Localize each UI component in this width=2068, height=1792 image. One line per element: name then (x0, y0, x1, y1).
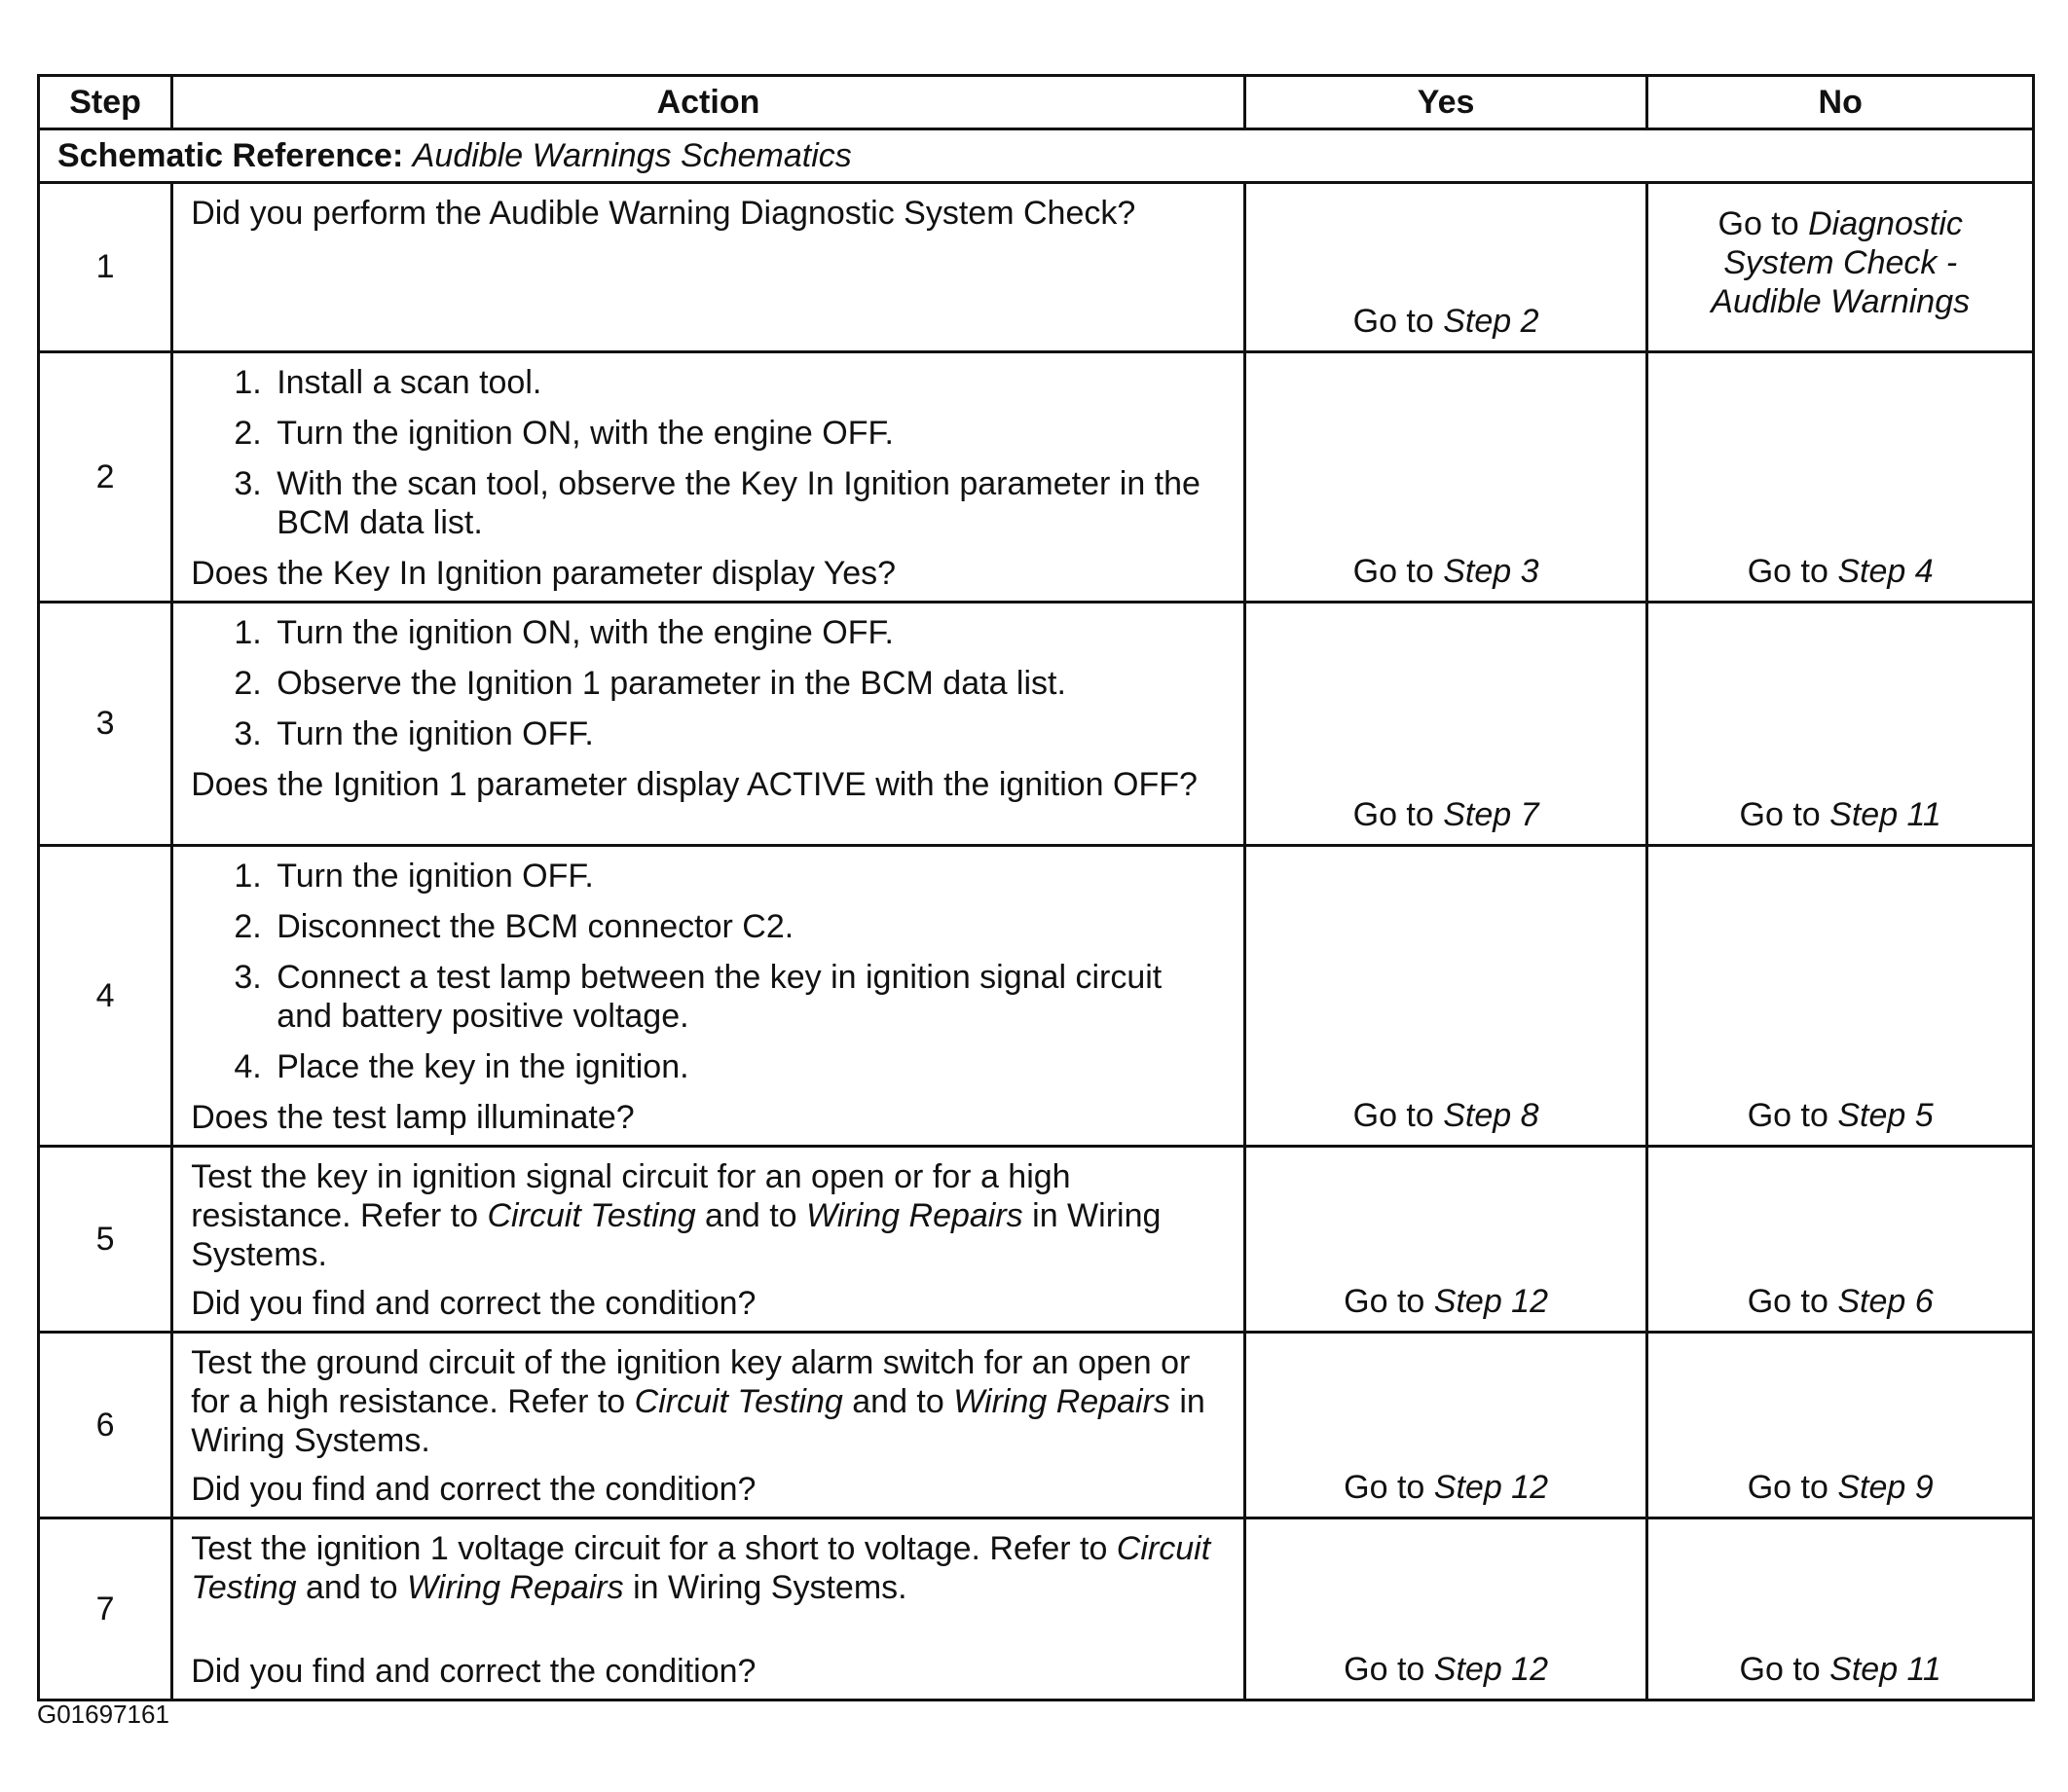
list-item: 3. Turn the ignition OFF. (271, 714, 1226, 753)
no-cell (1647, 1147, 2034, 1333)
step-question: Does the test lamp illuminate? (191, 1099, 635, 1136)
schematic-reference-label: Schematic Reference: (57, 136, 404, 174)
header-no: No (1647, 76, 2034, 129)
yes-cell (1244, 1518, 1647, 1701)
list-item: 1. Install a scan tool. (271, 363, 1226, 402)
goto-text: Go to (1739, 796, 1821, 833)
action-cell (172, 846, 1245, 1147)
goto-text: Go to (1344, 1283, 1425, 1320)
list-item: 2. Disconnect the BCM connector C2. (271, 907, 1226, 946)
action-cell (172, 183, 1245, 352)
list-item: 2. Turn the ignition ON, with the engine OFF. (271, 414, 1226, 453)
step-number: 7 (39, 1518, 172, 1701)
goto-text: Go to (1747, 553, 1828, 590)
no-cell (1647, 846, 2034, 1147)
list-item: 3. With the scan tool, observe the Key In Ignition parameter in the BCM data list. (271, 464, 1226, 542)
table-row (39, 1518, 2034, 1701)
table-row (39, 183, 2034, 352)
step-description (191, 1529, 1226, 1607)
circuit-testing-link[interactable]: Circuit Testing (634, 1383, 843, 1420)
description-text: and to (296, 1569, 407, 1606)
action-cell (172, 1518, 1245, 1701)
header-row (39, 76, 2034, 129)
table-row (39, 352, 2034, 603)
header-action: Action (172, 76, 1245, 129)
description-text: in Wiring Systems. (191, 1197, 1162, 1273)
action-cell (172, 1147, 1245, 1333)
header-step: Step (39, 76, 172, 129)
circuit-testing-link[interactable]: Circuit Testing (191, 1530, 1211, 1606)
no-cell (1647, 1518, 2034, 1701)
goto-text: Go to (1747, 1283, 1828, 1320)
no-link[interactable]: Step 4 (1837, 553, 1934, 590)
no-link[interactable]: Step 11 (1829, 796, 1941, 833)
step-number: 1 (39, 183, 172, 352)
yes-cell (1244, 352, 1647, 603)
description-text: and to (842, 1383, 954, 1420)
schematic-reference-row (39, 129, 2034, 183)
step-list (191, 857, 1226, 1086)
yes-link[interactable]: Step 3 (1443, 553, 1539, 590)
diagnostic-table (37, 74, 2035, 1701)
table-row (39, 603, 2034, 846)
yes-link[interactable]: Step 8 (1443, 1097, 1539, 1134)
description-text: Test the key in ignition signal circuit for an open or for a high resistance. Refer to (191, 1158, 1071, 1234)
table-row (39, 1147, 2034, 1333)
description-text: in Wiring Systems. (191, 1383, 1205, 1459)
list-item: 4. Place the key in the ignition. (271, 1047, 1226, 1086)
circuit-testing-link[interactable]: Circuit Testing (487, 1197, 696, 1234)
no-link[interactable]: Step 9 (1837, 1469, 1934, 1506)
table-row (39, 846, 2034, 1147)
action-cell (172, 352, 1245, 603)
list-item: 2. Observe the Ignition 1 parameter in the BCM data list. (271, 664, 1226, 703)
step-description (191, 1157, 1226, 1274)
yes-cell (1244, 603, 1647, 846)
yes-cell (1244, 1333, 1647, 1518)
yes-cell (1244, 846, 1647, 1147)
table-row (39, 1333, 2034, 1518)
wiring-repairs-link[interactable]: Wiring Repairs (406, 1569, 624, 1606)
figure-id: G01697161 (37, 1700, 169, 1729)
goto-text: Go to (1717, 204, 1799, 242)
yes-link[interactable]: Step 12 (1433, 1651, 1549, 1688)
yes-link[interactable]: Step 7 (1443, 796, 1539, 833)
header-yes: Yes (1244, 76, 1647, 129)
description-text: and to (695, 1197, 807, 1234)
wiring-repairs-link[interactable]: Wiring Repairs (806, 1197, 1023, 1234)
yes-cell (1244, 1147, 1647, 1333)
wiring-repairs-link[interactable]: Wiring Repairs (953, 1383, 1170, 1420)
goto-text: Go to (1747, 1097, 1828, 1134)
schematic-reference (39, 129, 2034, 183)
goto-text: Go to (1352, 1097, 1434, 1134)
step-description (191, 1343, 1226, 1460)
list-item: 3. Connect a test lamp between the key in ignition signal circuit and battery positive voltage. (271, 958, 1226, 1036)
yes-cell (1244, 183, 1647, 352)
description-text: in Wiring Systems. (623, 1569, 907, 1606)
action-cell (172, 603, 1245, 846)
schematic-reference-link[interactable]: Audible Warnings Schematics (412, 136, 852, 174)
no-link[interactable]: Diagnostic System Check - Audible Warnings (1711, 204, 1971, 320)
list-item: 1. Turn the ignition ON, with the engine OFF. (271, 613, 1226, 652)
step-question: Does the Ignition 1 parameter display ACTIVE with the ignition OFF? (191, 766, 1198, 803)
goto-text: Go to (1747, 1469, 1828, 1506)
description-text: Test the ignition 1 voltage circuit for a short to voltage. Refer to (191, 1530, 1117, 1567)
no-cell (1647, 183, 2034, 352)
goto-text: Go to (1344, 1651, 1425, 1688)
goto-text: Go to (1344, 1469, 1425, 1506)
step-question: Does the Key In Ignition parameter display Yes? (191, 555, 897, 592)
step-question: Did you perform the Audible Warning Diagnostic System Check? (191, 195, 1136, 232)
step-number: 5 (39, 1147, 172, 1333)
step-list (191, 613, 1226, 753)
no-link[interactable]: Step 11 (1829, 1651, 1941, 1688)
goto-text: Go to (1352, 303, 1434, 340)
action-cell (172, 1333, 1245, 1518)
description-text: Test the ground circuit of the ignition key alarm switch for an open or for a high resistance. Refer to (191, 1344, 1191, 1420)
no-cell (1647, 1333, 2034, 1518)
step-number: 3 (39, 603, 172, 846)
step-question: Did you find and correct the condition? (191, 1471, 757, 1508)
list-item: 1. Turn the ignition OFF. (271, 857, 1226, 896)
yes-link[interactable]: Step 2 (1443, 303, 1539, 340)
goto-text: Go to (1352, 553, 1434, 590)
step-number: 4 (39, 846, 172, 1147)
step-list (191, 363, 1226, 542)
no-link[interactable]: Step 6 (1837, 1283, 1934, 1320)
step-question: Did you find and correct the condition? (191, 1653, 757, 1690)
yes-link[interactable]: Step 12 (1433, 1469, 1549, 1506)
yes-link[interactable]: Step 12 (1433, 1283, 1549, 1320)
no-cell (1647, 603, 2034, 846)
no-cell (1647, 352, 2034, 603)
no-link[interactable]: Step 5 (1837, 1097, 1934, 1134)
step-question: Did you find and correct the condition? (191, 1285, 757, 1322)
step-number: 2 (39, 352, 172, 603)
goto-text: Go to (1739, 1651, 1821, 1688)
goto-text: Go to (1352, 796, 1434, 833)
step-number: 6 (39, 1333, 172, 1518)
